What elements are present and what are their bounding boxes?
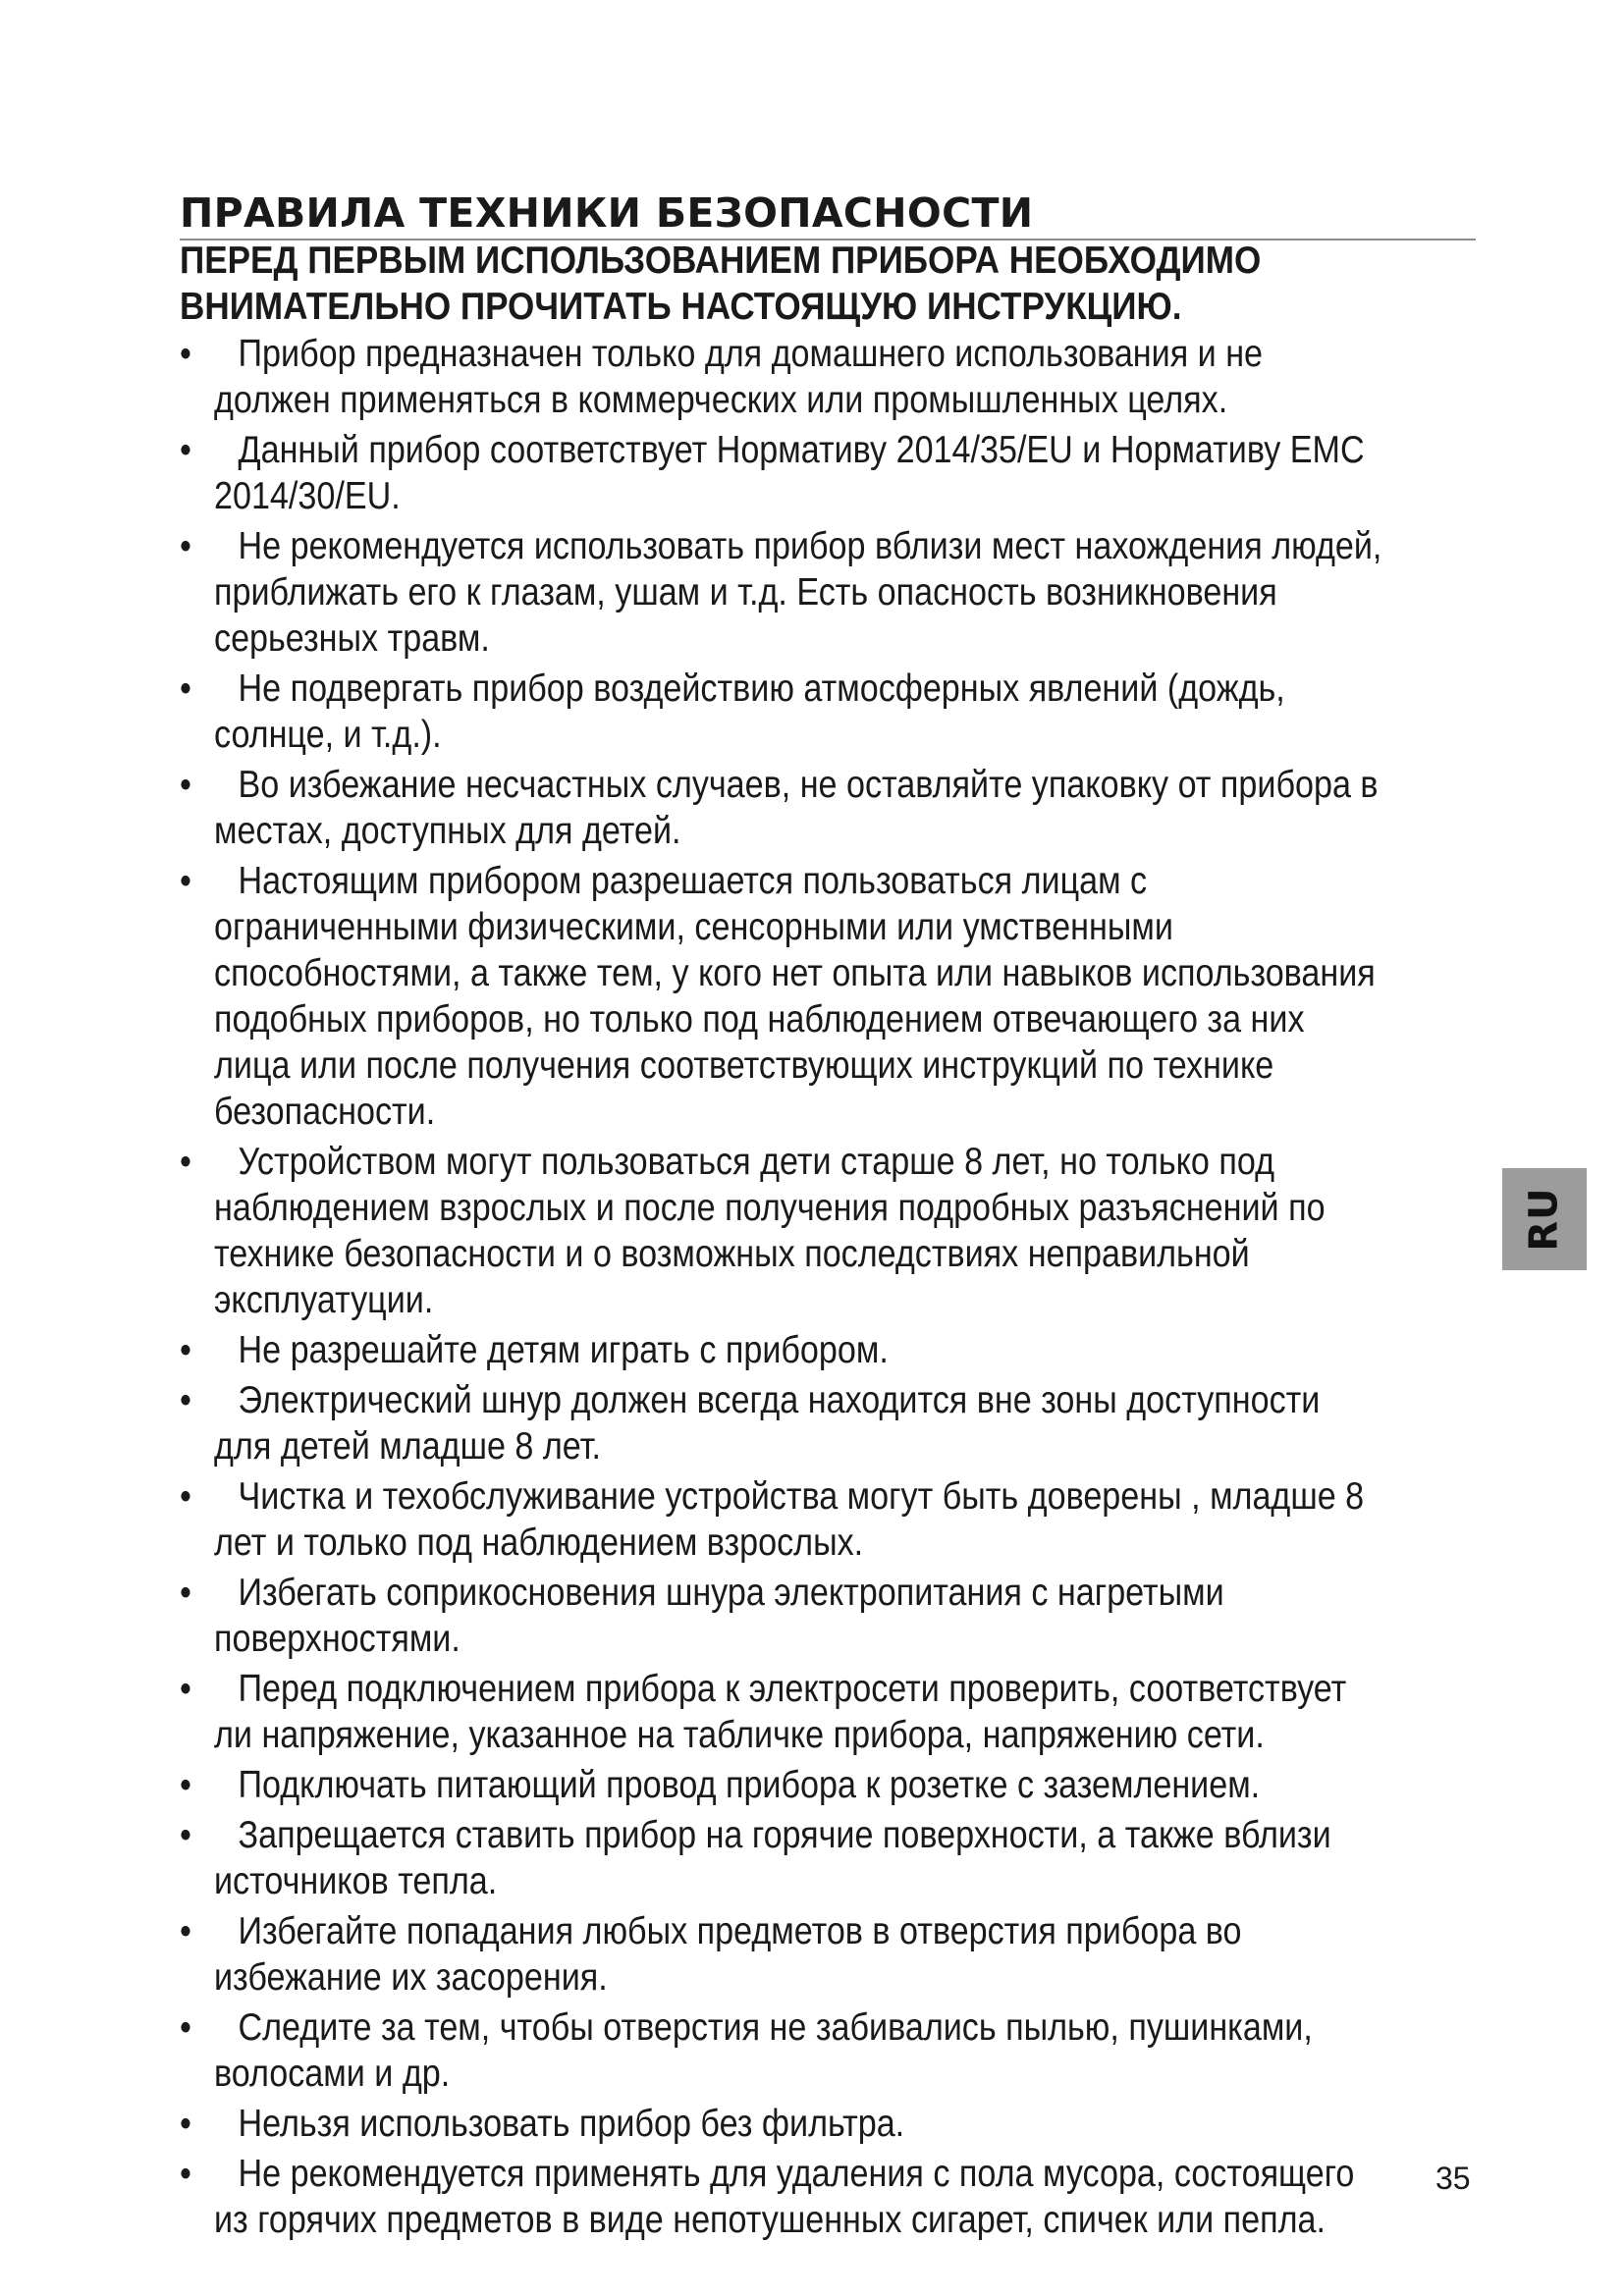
rule-item bbox=[180, 2004, 1382, 2097]
bullet-marker: • bbox=[180, 860, 191, 902]
bullet-marker: • bbox=[180, 1764, 191, 1806]
rule-text: Электрический шнур должен всегда находится вне зоны доступности для детей младше 8 лет. bbox=[214, 1379, 1321, 1468]
rule-text: Не рекомендуется применять для удаления с пола мусора, состоящего из горячих предметов в виде непотушенных сигарет, спичек или пепла. bbox=[214, 2153, 1355, 2241]
rule-item bbox=[180, 2151, 1382, 2243]
bullet-marker: • bbox=[180, 2153, 191, 2195]
bullet-marker: • bbox=[180, 1572, 191, 1614]
bullet-marker: • bbox=[180, 1329, 191, 1371]
rule-item bbox=[180, 1762, 1382, 1808]
bullet-marker: • bbox=[180, 1141, 191, 1183]
language-tab-label: RU bbox=[1522, 1187, 1567, 1252]
bullet-marker: • bbox=[180, 764, 191, 806]
safety-rules-list bbox=[180, 331, 1382, 2247]
rule-text: Во избежание несчастных случаев, не оставляйте упаковку от прибора в местах, доступных для детей. bbox=[214, 764, 1379, 852]
rule-text: Чистка и техобслуживание устройства могут быть доверены , младше 8 лет и только под наблюдением взрослых. bbox=[214, 1475, 1365, 1564]
bullet-marker: • bbox=[180, 429, 191, 471]
rule-text: Прибор предназначен только для домашнего использования и не должен применяться в коммерческих или промышленных целях. bbox=[214, 333, 1264, 421]
bullet-marker: • bbox=[180, 333, 191, 375]
intro-warning: ПЕРЕД ПЕРВЫМ ИСПОЛЬЗОВАНИЕМ ПРИБОРА НЕОБХОДИМО ВНИМАТЕЛЬНО ПРОЧИТАТЬ НАСТОЯЩУЮ ИНСТРУКЦИЮ. bbox=[180, 240, 1262, 328]
rule-text: Не подвергать прибор воздействию атмосферных явлений (дождь, солнце, и т.д.). bbox=[214, 667, 1285, 756]
rule-text: Не разрешайте детям играть с прибором. bbox=[238, 1329, 889, 1371]
rule-item bbox=[180, 762, 1382, 854]
rule-text: Устройством могут пользоваться дети старше 8 лет, но только под наблюдением взрослых и после получения подробных разъяснений по технике безопасности и о возможных последствиях неправильной эксплуатуции. bbox=[214, 1141, 1326, 1321]
rule-item bbox=[180, 2101, 1382, 2147]
rule-item bbox=[180, 1473, 1382, 1566]
rule-item bbox=[180, 1139, 1382, 1323]
rule-text: Перед подключением прибора к электросети проверить, соответствует ли напряжение, указанное на табличке прибора, напряжению сети. bbox=[214, 1668, 1347, 1756]
rule-text: Избегайте попадания любых предметов в отверстия прибора во избежание их засорения. bbox=[214, 1910, 1242, 1999]
rule-item bbox=[180, 523, 1382, 662]
bullet-marker: • bbox=[180, 1668, 191, 1710]
bullet-marker: • bbox=[180, 667, 191, 710]
bullet-marker: • bbox=[180, 1379, 191, 1421]
bullet-marker: • bbox=[180, 1475, 191, 1518]
rule-item bbox=[180, 1570, 1382, 1662]
rule-item bbox=[180, 1666, 1382, 1758]
rule-text: Следите за тем, чтобы отверстия не забивались пылью, пушинками, волосами и др. bbox=[214, 2006, 1313, 2095]
bullet-marker: • bbox=[180, 2103, 191, 2145]
rule-text: Избегать соприкосновения шнура электропитания с нагретыми поверхностями. bbox=[214, 1572, 1224, 1660]
rule-item bbox=[180, 1908, 1382, 2001]
rule-text: Запрещается ставить прибор на горячие поверхности, а также вблизи источников тепла. bbox=[214, 1814, 1331, 1902]
page-number: 35 bbox=[1435, 2161, 1471, 2196]
rule-item bbox=[180, 666, 1382, 758]
language-tab bbox=[1502, 1168, 1587, 1270]
rule-item bbox=[180, 427, 1382, 519]
page-title: ПРАВИЛА ТЕХНИКИ БЕЗОПАСНОСТИ bbox=[180, 189, 1476, 240]
rule-text: Нельзя использовать прибор без фильтра. bbox=[238, 2103, 905, 2145]
rule-text: Подключать питающий провод прибора к розетке с заземлением. bbox=[238, 1764, 1261, 1806]
rule-item bbox=[180, 1377, 1382, 1469]
rule-text: Не рекомендуется использовать прибор вблизи мест нахождения людей, приближать его к глазам, ушам и т.д. Есть опасность возникновения серьезных травм. bbox=[214, 525, 1382, 660]
rule-text: Настоящим прибором разрешается пользоваться лицам с ограниченными физическими, сенсорными или умственными способностями, а также тем, у кого нет опыта или навыков использования подобных приборов, но только под наблюдением отвечающего за них лица или после получения соответствующих инструкций по технике безопасности. bbox=[214, 860, 1376, 1133]
rule-item bbox=[180, 1812, 1382, 1904]
rule-item bbox=[180, 331, 1382, 423]
rule-text: Данный прибор соответствует Нормативу 2014/35/EU и Нормативу EMC 2014/30/EU. bbox=[214, 429, 1365, 517]
bullet-marker: • bbox=[180, 1910, 191, 1952]
rule-item bbox=[180, 1327, 1382, 1373]
bullet-marker: • bbox=[180, 1814, 191, 1856]
bullet-marker: • bbox=[180, 525, 191, 567]
bullet-marker: • bbox=[180, 2006, 191, 2049]
rule-item bbox=[180, 858, 1382, 1135]
